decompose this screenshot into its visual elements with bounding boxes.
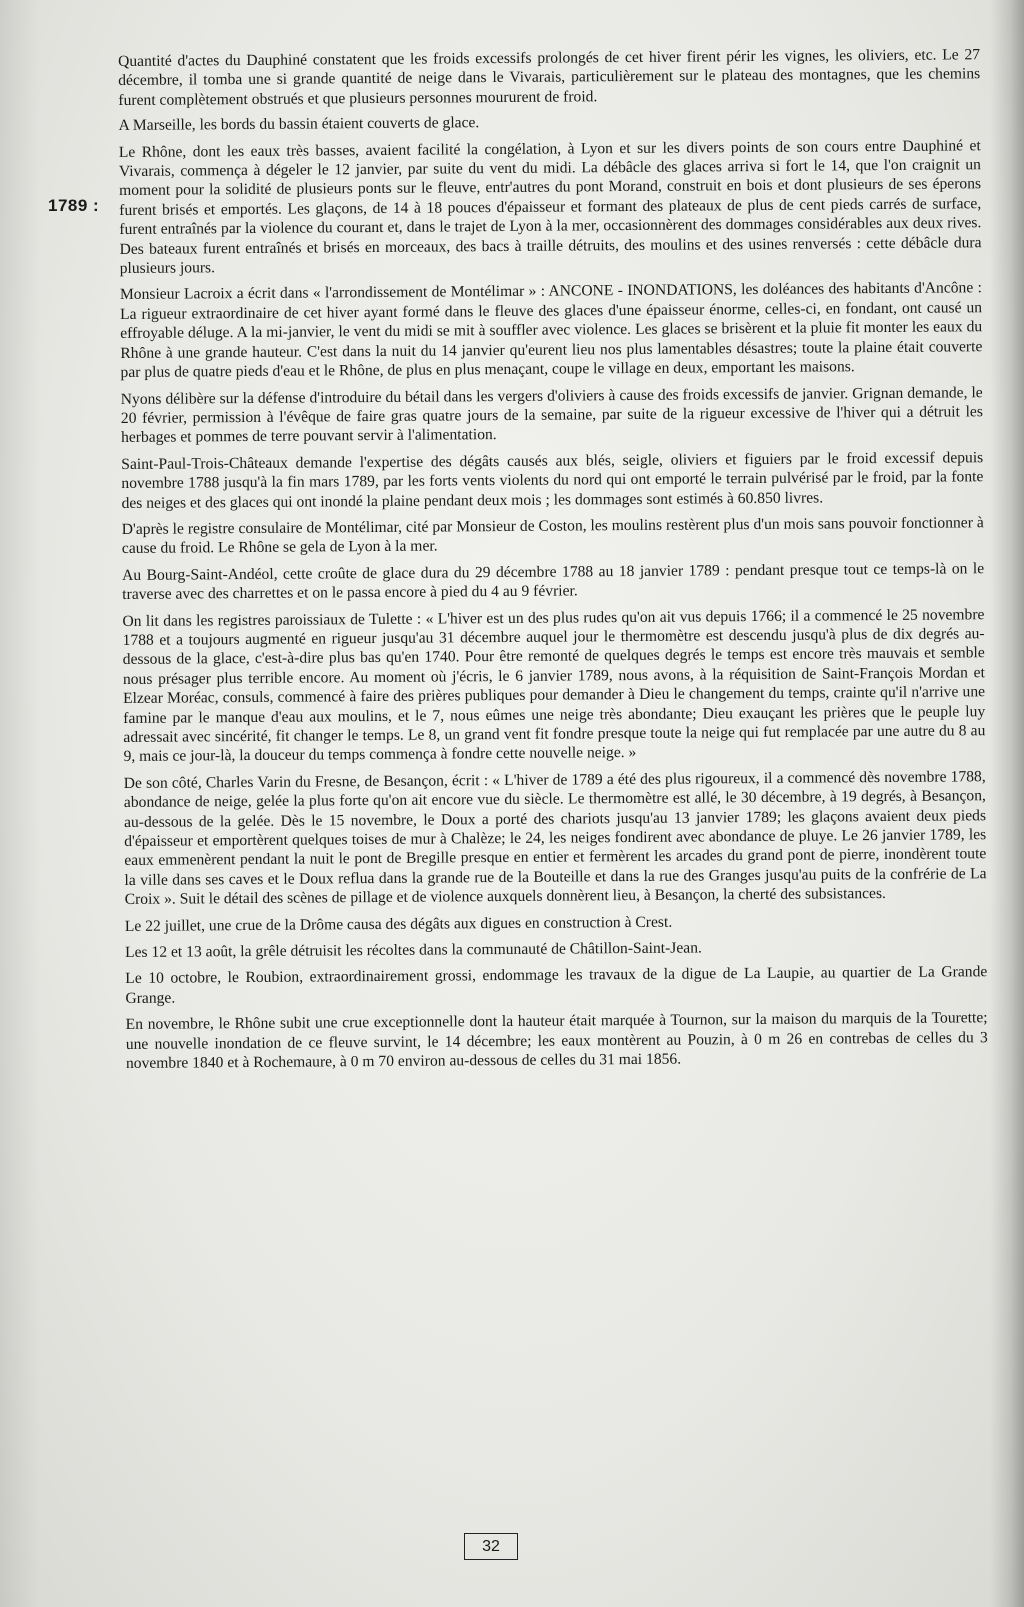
body-text	[118, 45, 988, 1080]
page-left-shadow	[0, 0, 40, 1607]
paragraph: Le Rhône, dont les eaux très basses, avaient facilité la congélation, à Lyon et sur les divers points de son cours entre Dauphiné et Vivarais, commença à dégeler le 12 janvier, par suite du vent du midi. La débâcle des glaces arriva si fort le 14, que l'on craignit un moment pour la solidité de plusieurs ponts sur le fleuve, entr'autres du pont Morand, construit en bois et dont plusieurs de ses éperons furent brisés et emportés. Les glaçons, de 14 à 18 pouces d'épaisseur et formant des plateaux de plus de cent pieds carrés de surface, furent entraînés par la violence du courant et, dans le trajet de Lyon à la mer, occasionnèrent des dommages considérables aux deux rives. Des bateaux furent entraînés et brisés en morceaux, des bacs à traille détruits, des moulins et des usines renversés : cette débâcle dura plusieurs jours.	[118, 136, 982, 278]
paragraph: Les 12 et 13 août, la grêle détruisit les récoltes dans la communauté de Châtillon-Saint-Jean.	[125, 939, 702, 962]
paragraph: D'après le registre consulaire de Montélimar, cité par Monsieur de Coston, les moulins restèrent plus d'un mois sans pouvoir fonctionner à cause du froid. Le Rhône se gela de Lyon à la mer.	[121, 514, 984, 558]
paragraph: On lit dans les registres paroissiaux de Tulette : « L'hiver est un des plus rudes qu'on ait vus depuis 1766; il a commencé le 25 novembre 1788 et a toujours augmenté en rigueur jusqu'au 31 décembre auquel jour le thermomètre est descendu jusqu'à plus de dix degrés au-dessous de la glace, c'est-à-dire plus bas qu'en 1740. Pour être remonté de quelques degrés le temps est encore très mauvais et semble nous présager plus terrible encore. Au moment où j'écris, le 6 janvier 1789, nous avons, à la réquisition de Saint-François Mordan et Elzear Moréac, consuls, commencé à faire des prières publiques pour demander à Dieu le changement du temps, crainte qu'il n'arrive une famine par le manque d'eau aux moulins, et le 7, nous eûmes une neige très abondante; Dieu exauçant les prières que le peuple luy adressait avec sincérité, fit changer le temps. Le 8, un grand vent fit fondre presque toute la neige qui fut remplacée par une autre du 8 au 9, mais ce jour-là, la douceur du temps commença à fondre cette nouvelle neige. »	[122, 605, 986, 766]
paragraph: Monsieur Lacroix a écrit dans « l'arrondissement de Montélimar » : ANCONE - INONDATIONS, les doléances des habitants d'Ancône : La rigueur extraordinaire de cet hiver ayant formé dans le fleuve des glaces d'une épaisseur énorme, celles-ci, en fondant, ont causé un effroyable déluge. A la mi-janvier, le vent du midi se mit à souffler avec violence. Les glaces se brisèrent et la pluie fit monter les eaux du Rhône à une grande hauteur. C'est dans la nuit du 14 janvier qu'eurent lieu nos plus lamentables désastres; toute la plaine était couverte par plus de quatre pieds d'eau et le Rhône, de plus en plus menaçant, coupe le village en deux, emportant les maisons.	[119, 279, 983, 382]
paragraph: Au Bourg-Saint-Andéol, cette croûte de glace dura du 29 décembre 1788 au 18 janvier 1789 : pendant presque tout ce temps-là on le traverse avec des charrettes et on le passa encore à pied du 4 au 9 février.	[122, 559, 985, 604]
page-right-shadow	[990, 0, 1024, 1607]
paragraph: Nyons délibère sur la défense d'introduire du bétail dans les vergers d'oliviers à cause des froids excessifs de janvier. Grignan demande, le 20 février, permission à l'évêque de faire gras quatre jours de la semaine, par suite de la rigueur excessive de l'hiver qui a détruit les herbages et pommes de terre pouvant servir à l'alimentation.	[120, 383, 983, 447]
paragraph: Quantité d'actes du Dauphiné constatent que les froids excessifs prolongés de cet hiver firent périr les vignes, les oliviers, etc. Le 27 décembre, il tomba une si grande quantité de neige dans le Vivarais, particulièrement sur le plateau des montagnes, que les chemins furent complètement obstrués et que plusieurs personnes moururent de froid.	[118, 46, 981, 109]
page-number: 32	[464, 1533, 518, 1560]
paragraph: Saint-Paul-Trois-Châteaux demande l'expertise des dégâts causés aux blés, seigle, oliviers et figuiers par le froid excessif depuis novembre 1788 jusqu'à la fin mars 1789, par les forts vents violents du nord qui ont emporté le terrain pulvérisé par le froid, par la fonte des neiges et des glaces qui ont inondé la plaine pendant deux mois ; les dommages sont estimés à 60.850 livres.	[121, 448, 984, 512]
paragraph: De son côté, Charles Varin du Fresne, de Besançon, écrit : « L'hiver de 1789 a été des plus rigoureux, il a commencé dès novembre 1788, abondance de neige, gelée la plus forte qu'on ait encore vue du siècle. Le thermomètre est allé, le 30 décembre, à 19 degrés, à Besançon, au-dessous de la gelée. Dès le 15 novembre, le Doux a porté des chariots jusqu'au 13 janvier 1789; les glaçons avaient deux pieds d'épaisseur et emportèrent quelques toises de mur à Chalèze; le 24, les neiges fondirent avec abondance de pluye. Le 26 janvier 1789, les eaux emmenèrent pendant la nuit le pont de Bregille presque en entier et fermèrent les arcades du grand pont de pierre, inondèrent toute la ville dans ses caves et le Doux reflua dans la grande rue de la Bouteille et dans la rue des Granges jusqu'au puits de la confrérie de La Croix ». Suit le détail des scènes de pillage et de violence auxquels donnèrent lieu, à Besançon, la cherté des subsistances.	[123, 768, 987, 909]
paragraph: En novembre, le Rhône subit une crue exceptionnelle dont la hauteur était marquée à Tournon, sur la maison du marquis de la Tourette; une nouvelle inondation de ce fleuve survint, le 14 décembre; les eaux montèrent au Pouzin, à 0 m 26 en contrebas de celles du 3 novembre 1840 et à Rochemaure, à 0 m 70 environ au-dessous de celles du 31 mai 1856.	[125, 1009, 988, 1073]
paragraph: Le 22 juillet, une crue de la Drôme causa des dégâts aux digues en construction à Crest.	[124, 913, 673, 935]
paragraph: A Marseille, les bords du bassin étaient couverts de glace.	[118, 114, 480, 135]
year-marker: 1789 :	[48, 196, 100, 215]
paragraph: Le 10 octobre, le Roubion, extraordinairement grossi, endommage les travaux de la digue de La Laupie, au quartier de La Grande Grange.	[125, 963, 988, 1007]
